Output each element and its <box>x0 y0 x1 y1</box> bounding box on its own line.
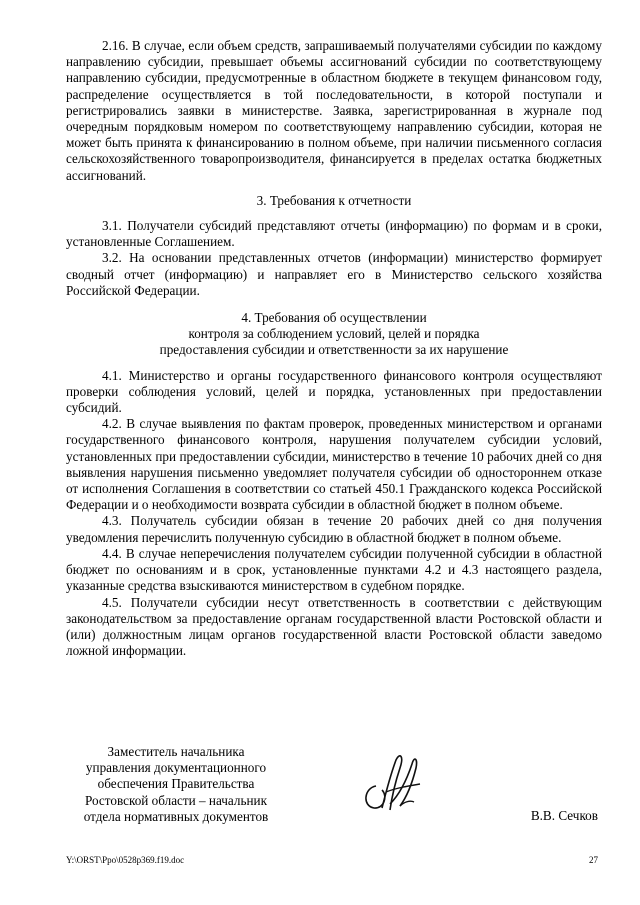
paragraph-3-2: 3.2. На основании представленных отчетов (информации) министерство формирует сводный отчет (информацию) и направляет его в Министерство сельского хозяйства Российской Федерации. <box>66 250 602 298</box>
heading-4-line-1: 4. Требования об осуществлении <box>241 310 427 326</box>
title-line: обеспечения Правительства <box>97 776 255 792</box>
paragraph-4-2: 4.2. В случае выявления по фактам проверок, проведенных министерством и органами государственного финансового контроля, нарушения получателем субсидии условий, установленных при предоставлении субсидии, министерство в течение 10 рабочих дней со дня выявления нарушения письменно уведомляет получателя субсидии об одностороннем отказе от исполнения Соглашения в соответствии со статьей 450.1 Гражданского кодекса Российской Федерации и о необходимости возврата субсидии в областной бюджет в полном объеме. <box>66 416 602 513</box>
paragraph-4-1: 4.1. Министерство и органы государственного финансового контроля осуществляют проверки соблюдения условий, целей и порядка, установленных при предоставлении субсидий. <box>66 367 602 416</box>
page-number: 27 <box>589 855 598 865</box>
paragraph-2-16: 2.16. В случае, если объем средств, запрашиваемый получателями субсидии по каждому направлению субсидии, превышает объемы ассигнований субсидии по соответствующему направлению субсидии, предусмотренные в областном бюджете в текущем финансовом году, распределение осуществляется в той последовательности, в которой поступали и регистрировались заявки в министерстве. Заявка, зарегистрированная в журнале под очередным порядковым номером по соответствующему направлению субсидии, которая не может быть принята к финансированию в полном объеме, при наличии письменного согласия сельскохозяйственного товаропроизводителя, финансируется в пределах остатка бюджетных ассигнований. <box>66 38 602 183</box>
paragraph-4-5: 4.5. Получатели субсидии несут ответственность в соответствии с действующим законодательством за предоставление органам государственной власти Ростовской области и (или) должностным лицам органов государственной власти Ростовской области заведомо ложной информации. <box>66 594 602 659</box>
title-line: управления документационного <box>85 760 267 776</box>
signatory-name: В.В. Сечков <box>530 808 598 823</box>
paragraph-3-1: 3.1. Получатели субсидий представляют отчеты (информацию) по формам и в сроки, установленные Соглашением. <box>66 218 602 250</box>
document-body <box>66 38 602 659</box>
section-heading-3: 3. Требования к отчетности <box>256 192 412 208</box>
title-line: Заместитель начальника <box>107 744 245 759</box>
title-line: отдела нормативных документов <box>83 808 269 824</box>
section-heading-4 <box>66 310 602 359</box>
file-path: Y:\ORST\Ppo\0528p369.f19.doc <box>66 855 185 865</box>
signatory-title <box>66 744 286 825</box>
paragraph-4-3: 4.3. Получатель субсидии обязан в течение 20 рабочих дней со дня получения уведомления перечислить полученную субсидию в областной бюджет в полном объеме. <box>66 513 602 545</box>
signature-block <box>66 744 602 834</box>
title-line: Ростовской области – начальник <box>84 792 268 808</box>
heading-4-line-2: контроля за соблюдением условий, целей и порядка <box>188 326 480 342</box>
heading-4-line-3: предоставления субсидии и ответственности за их нарушение <box>159 342 509 358</box>
paragraph-4-4: 4.4. В случае неперечисления получателем субсидии полученной субсидии в областной бюджет по основаниям и в срок, установленные пунктами 4.2 и 4.3 настоящего раздела, указанные средства взыскиваются министерством в судебном порядке. <box>66 545 602 594</box>
handwritten-signature <box>356 746 426 818</box>
